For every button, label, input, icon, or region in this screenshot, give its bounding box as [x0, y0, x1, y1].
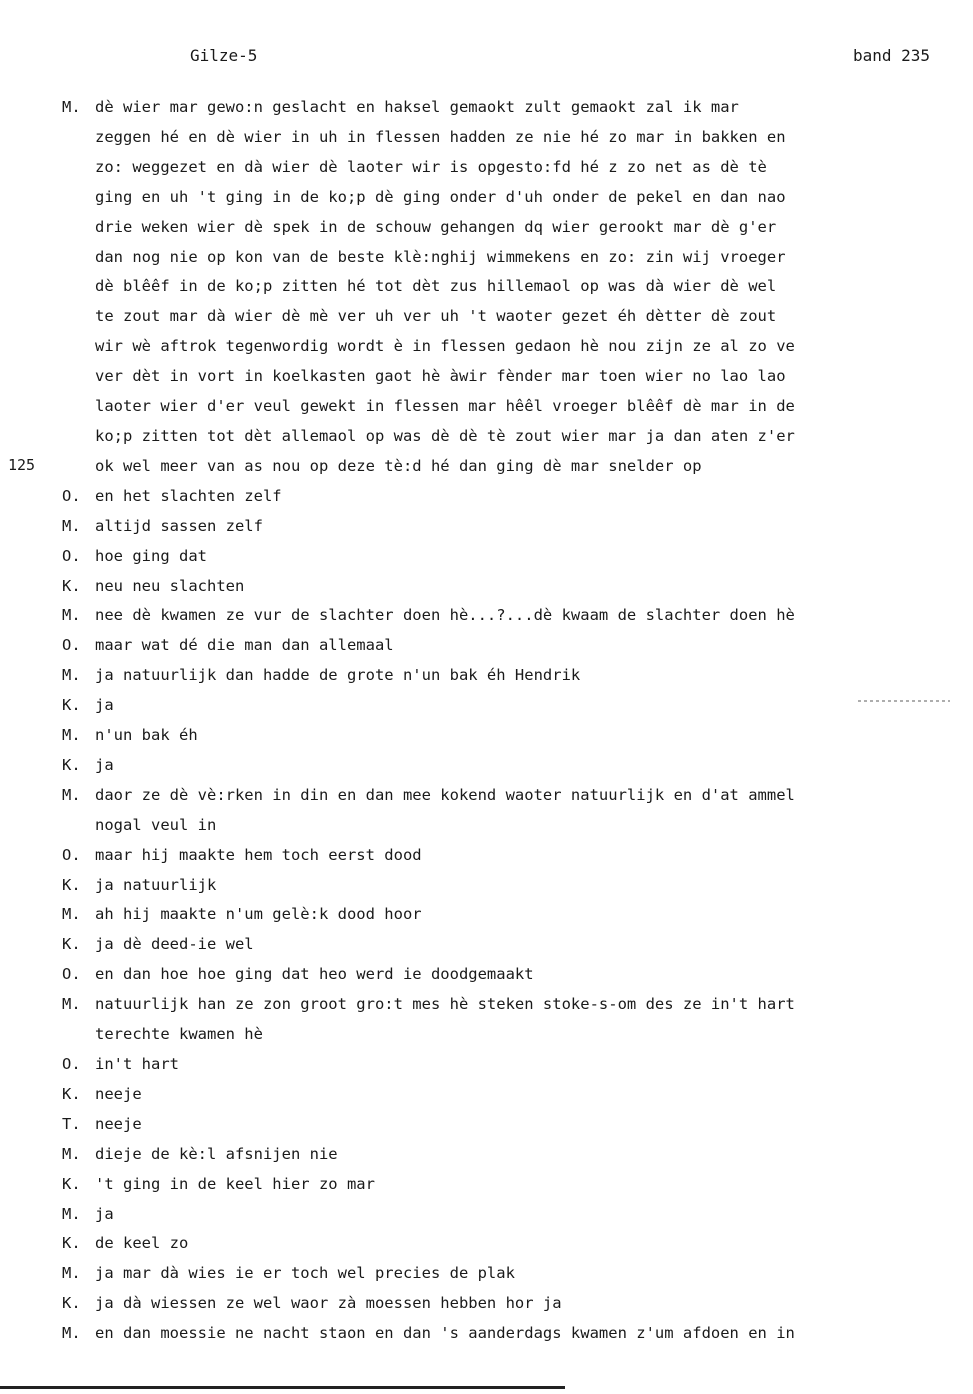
- utterance: [95, 512, 942, 542]
- transcript-entry: [62, 542, 942, 572]
- utterance-line: ko;p zitten tot dèt allemaol op was dè dè tè zout wier mar ja dan aten z'er: [95, 426, 795, 445]
- speaker-label: K.: [62, 935, 81, 954]
- utterance-line: terechte kwamen hè: [95, 1025, 263, 1044]
- utterance: [95, 631, 942, 661]
- utterance: [95, 1140, 942, 1170]
- utterance-line: zo: weggezet en dà wier dè laoter wir is opgesto:fd hé z zo net as dè tè: [95, 157, 767, 176]
- utterance-line: zeggen hé en dè wier in uh in flessen hadden ze nie hé zo mar in bakken en: [95, 127, 786, 146]
- speaker-label: M.: [62, 785, 81, 804]
- utterance-line: en dan hoe hoe ging dat heo werd ie doodgemaakt: [95, 965, 534, 984]
- transcript-entry: [62, 751, 942, 781]
- utterance-line: natuurlijk han ze zon groot gro:t mes hè steken stoke-s-om des ze in't hart: [95, 995, 795, 1014]
- transcript-entry: [62, 1080, 942, 1110]
- transcript-entry: [62, 781, 942, 841]
- speaker-label: M.: [62, 516, 81, 535]
- speaker-label: O.: [62, 636, 81, 655]
- speaker-label: K.: [62, 1294, 81, 1313]
- utterance: [95, 93, 942, 482]
- transcript-entry: [62, 1289, 942, 1319]
- utterance-line: hoe ging dat: [95, 546, 207, 565]
- utterance-line: te zout mar dà wier dè mè ver uh ver uh 't waoter gezet éh dètter dè zout: [95, 307, 777, 326]
- page-header-right: band 235: [852, 46, 930, 65]
- utterance-line: nee dè kwamen ze vur de slachter doen hè...?...dè kwaam de slachter doen hè: [95, 606, 795, 625]
- transcript-entry: [62, 631, 942, 661]
- utterance-line: en dan moessie ne nacht staon en dan 's aanderdags kwamen z'um afdoen en in: [95, 1324, 795, 1343]
- utterance-line: neeje: [95, 1084, 142, 1103]
- utterance: [95, 1289, 942, 1319]
- utterance-line: ja dà wiessen ze wel waor zà moessen hebben hor ja: [95, 1294, 562, 1313]
- utterance: [95, 691, 942, 721]
- transcript-entry: [62, 1170, 942, 1200]
- utterance-line: daor ze dè vè:rken in din en dan mee kokend waoter natuurlijk en d'at ammel: [95, 785, 795, 804]
- transcript-entry: [62, 1319, 942, 1349]
- speaker-label: O.: [62, 486, 81, 505]
- transcript-entry: [62, 1259, 942, 1289]
- transcript-entry: [62, 721, 942, 751]
- utterance-line: ja mar dà wies ie er toch wel precies de plak: [95, 1264, 515, 1283]
- utterance-line: ja natuurlijk: [95, 875, 217, 894]
- speaker-label: K.: [62, 1174, 81, 1193]
- utterance-line: 't ging in de keel hier zo mar: [95, 1174, 375, 1193]
- utterance-line: ja natuurlijk dan hadde de grote n'un bak éh Hendrik: [95, 666, 581, 685]
- utterance: [95, 1319, 942, 1349]
- utterance-line: dan nog nie op kon van de beste klè:nghij wimmekens en zo: zin wij vroeger: [95, 247, 786, 266]
- utterance-line: maar wat dé die man dan allemaal: [95, 636, 394, 655]
- transcript-entry: [62, 601, 942, 631]
- utterance: [95, 721, 942, 751]
- utterance-line: in't hart: [95, 1055, 179, 1073]
- transcript-entry: [62, 930, 942, 960]
- bottom-rule: [0, 1386, 565, 1389]
- scan-speck: [858, 700, 950, 702]
- speaker-label: M.: [62, 995, 81, 1014]
- utterance: [95, 1110, 942, 1140]
- utterance-line: dè wier mar gewo:n geslacht en haksel gemaokt zult gemaokt zal ik mar: [95, 98, 739, 116]
- transcript-entry: [62, 1140, 942, 1170]
- speaker-label: K.: [62, 1084, 81, 1103]
- utterance: [95, 871, 942, 901]
- transcript-entry: [62, 1050, 942, 1080]
- utterance-line: altijd sassen zelf: [95, 516, 263, 535]
- transcript-entry: [62, 900, 942, 930]
- utterance-line: drie weken wier dè spek in de schouw gehangen dq wier gerookt mar dè g'er: [95, 217, 777, 236]
- margin-line-number: 125: [8, 456, 36, 474]
- utterance: [95, 930, 942, 960]
- utterance: [95, 1050, 942, 1080]
- speaker-label: M.: [62, 98, 81, 116]
- speaker-label: T.: [62, 1114, 81, 1133]
- speaker-label: K.: [62, 875, 81, 894]
- utterance-line: maar hij maakte hem toch eerst dood: [95, 845, 422, 864]
- utterance-line: neeje: [95, 1114, 142, 1133]
- transcript-entry: [62, 960, 942, 990]
- speaker-label: O.: [62, 1055, 81, 1073]
- utterance-line: ok wel meer van as nou op deze tè:d hé dan ging dè mar snelder op: [95, 456, 702, 475]
- utterance: [95, 841, 942, 871]
- utterance: [95, 542, 942, 572]
- utterance: [95, 1080, 942, 1110]
- transcript: [62, 93, 942, 1349]
- transcript-entry: [62, 482, 942, 512]
- page-header-left: Gilze-5: [190, 46, 258, 65]
- utterance: [95, 1200, 942, 1230]
- speaker-label: M.: [62, 1324, 81, 1343]
- utterance-line: ja dè deed-ie wel: [95, 935, 254, 954]
- utterance: [95, 1229, 942, 1259]
- transcript-entry: [62, 1110, 942, 1140]
- utterance: [95, 1259, 942, 1289]
- utterance-line: dieje de kè:l afsnijen nie: [95, 1144, 338, 1163]
- transcript-entry: [62, 661, 942, 691]
- utterance: [95, 960, 942, 990]
- utterance: [95, 661, 942, 691]
- utterance-line: neu neu slachten: [95, 576, 245, 595]
- utterance-line: ja: [95, 696, 114, 715]
- utterance: [95, 781, 942, 841]
- speaker-label: M.: [62, 905, 81, 924]
- transcript-entry: [62, 841, 942, 871]
- utterance-line: wir wè aftrok tegenwordig wordt è in flessen gedaon hè nou zijn ze al zo ve: [95, 337, 795, 356]
- speaker-label: M.: [62, 666, 81, 685]
- utterance-line: dè blêêf in de ko;p zitten hé tot dèt zus hillemaol op was dà wier dè wel: [95, 277, 777, 296]
- transcript-entry: [62, 1229, 942, 1259]
- transcript-entry: [62, 572, 942, 602]
- transcript-entry: [62, 1200, 942, 1230]
- transcript-entry: [62, 93, 942, 482]
- speaker-label: K.: [62, 1234, 81, 1253]
- speaker-label: O.: [62, 965, 81, 984]
- utterance-line: en het slachten zelf: [95, 486, 282, 505]
- utterance: [95, 990, 942, 1050]
- speaker-label: M.: [62, 1264, 81, 1283]
- utterance-line: ja: [95, 1204, 114, 1223]
- utterance-line: laoter wier d'er veul gewekt in flessen mar hêêl vroeger blêêf dè mar in de: [95, 397, 795, 416]
- utterance-line: ging en uh 't ging in de ko;p dè ging onder d'uh onder de pekel en dan nao: [95, 187, 786, 206]
- utterance-line: ah hij maakte n'um gelè:k dood hoor: [95, 905, 422, 924]
- utterance: [95, 1170, 942, 1200]
- utterance-line: de keel zo: [95, 1234, 189, 1253]
- utterance: [95, 572, 942, 602]
- speaker-label: M.: [62, 1204, 81, 1223]
- speaker-label: K.: [62, 696, 81, 715]
- utterance-line: n'un bak éh: [95, 726, 198, 745]
- transcript-entry: [62, 512, 942, 542]
- utterance: [95, 751, 942, 781]
- transcript-entry: [62, 871, 942, 901]
- speaker-label: K.: [62, 576, 81, 595]
- transcript-entry: [62, 990, 942, 1050]
- utterance-line: ver dèt in vort in koelkasten gaot hè àwir fènder mar toen wier no lao lao: [95, 367, 786, 386]
- utterance: [95, 482, 942, 512]
- utterance-line: ja: [95, 755, 114, 774]
- speaker-label: O.: [62, 546, 81, 565]
- speaker-label: M.: [62, 1144, 81, 1163]
- utterance: [95, 900, 942, 930]
- speaker-label: K.: [62, 755, 81, 774]
- speaker-label: M.: [62, 726, 81, 745]
- speaker-label: M.: [62, 606, 81, 625]
- transcript-entry: [62, 691, 942, 721]
- speaker-label: O.: [62, 845, 81, 864]
- utterance-line: nogal veul in: [95, 815, 217, 834]
- utterance: [95, 601, 942, 631]
